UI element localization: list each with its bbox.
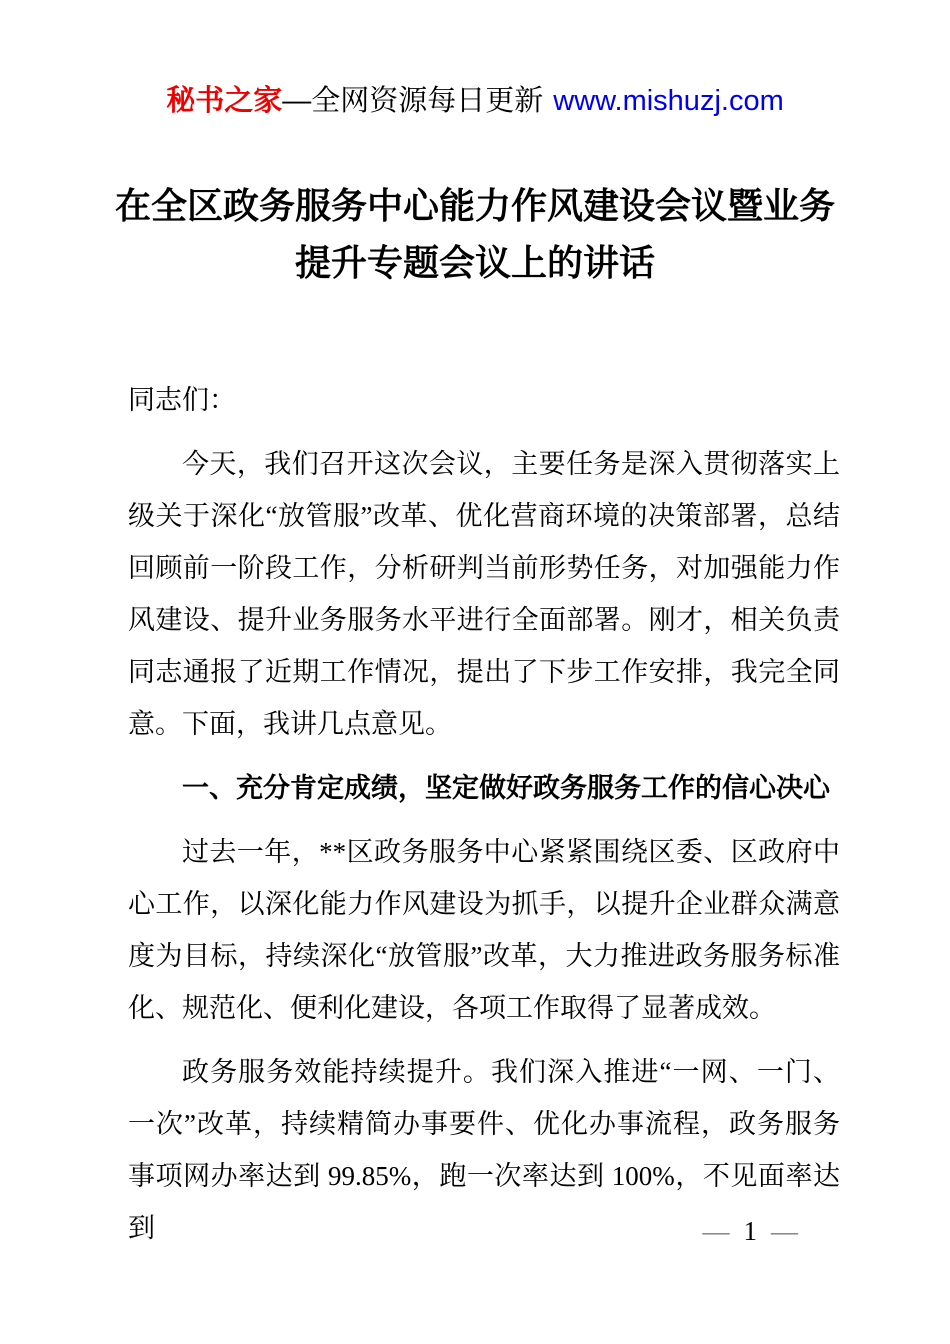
site-header-banner [0,0,950,118]
header-dash-separator: — [282,85,312,117]
site-tagline: 全网资源每日更新 [311,85,544,117]
page-number-dash-left: — [702,1216,730,1246]
page-number: 1 [743,1216,757,1246]
body-paragraph: 今天，我们召开这次会议，主要任务是深入贯彻落实上级关于深化“放管服”改革、优化营商环境的决策部署，总结回顾前一阶段工作，分析研判当前形势任务，对加强能力作风建设、提升业务服务水平进行全面部署。刚才，相关负责同志通报了近期工作情况，提出了下步工作安排，我完全同意。下面，我讲几点意见。 [128,449,840,739]
section-heading: 一、充分肯定成绩，坚定做好政务服务工作的信心决心 [182,773,830,803]
document-title: 在全区政务服务中心能力作风建设会议暨业务提升专题会议上的讲话 [114,186,835,283]
page-number-dash-right: — [771,1216,798,1246]
body-paragraph: 过去一年，**区政务服务中心紧紧围绕区委、区政府中心工作，以深化能力作风建设为抓手，以提升企业群众满意度为目标，持续深化“放管服”改革，大力推进政务服务标准化、规范化、便利化建设，各项工作取得了显著成效。 [128,837,840,1023]
salutation: 同志们： [128,385,236,415]
document-body [0,374,840,1254]
site-brand-name: 秘书之家 [166,85,283,117]
page-number-footer [703,1216,799,1246]
body-paragraph: 政务服务效能持续提升。我们深入推进“一网、一门、一次”改革，持续精简办事要件、优化办事流程，政务服务事项网办率达到 99.85%，跑一次率达到 100%，不见面率达到 [128,1057,840,1243]
site-url-link: www.mishuzj.com [553,85,784,117]
